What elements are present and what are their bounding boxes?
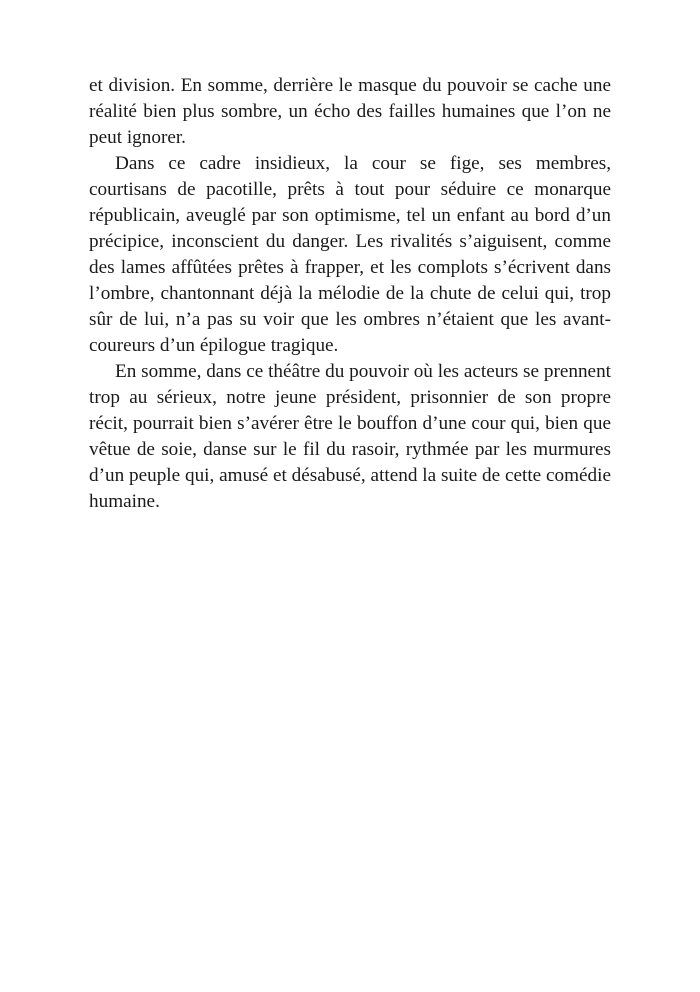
- paragraph-2: Dans ce cadre insidieux, la cour se fige, ses membres, courtisans de pacotille, prêts à tout pour séduire ce monarque républicain, aveuglé par son optimisme, tel un enfant au bord d’un précipice, inconscient du danger. Les rivalités s’aiguisent, comme des lames affûtées prêtes à frapper, et les complots s’écrivent dans l’ombre, chantonnant déjà la mélodie de la chute de celui qui, trop sûr de lui, n’a pas su voir que les ombres n’étaient que les avant-coureurs d’un épilogue tragique.: [89, 153, 611, 356]
- paragraph-1: et division. En somme, derrière le masque du pouvoir se cache une réalité bien plus sombre, un écho des failles humaines que l’on ne peut ignorer.: [89, 75, 611, 148]
- paragraph-3: En somme, dans ce théâtre du pouvoir où les acteurs se prennent trop au sérieux, notre jeune président, prisonnier de son propre récit, pourrait bien s’avérer être le bouffon d’une cour qui, bien que vêtue de soie, danse sur le fil du rasoir, rythmée par les murmures d’un peuple qui, amusé et désabusé, attend la suite de cette comédie humaine.: [89, 361, 611, 512]
- body-text: [89, 73, 611, 515]
